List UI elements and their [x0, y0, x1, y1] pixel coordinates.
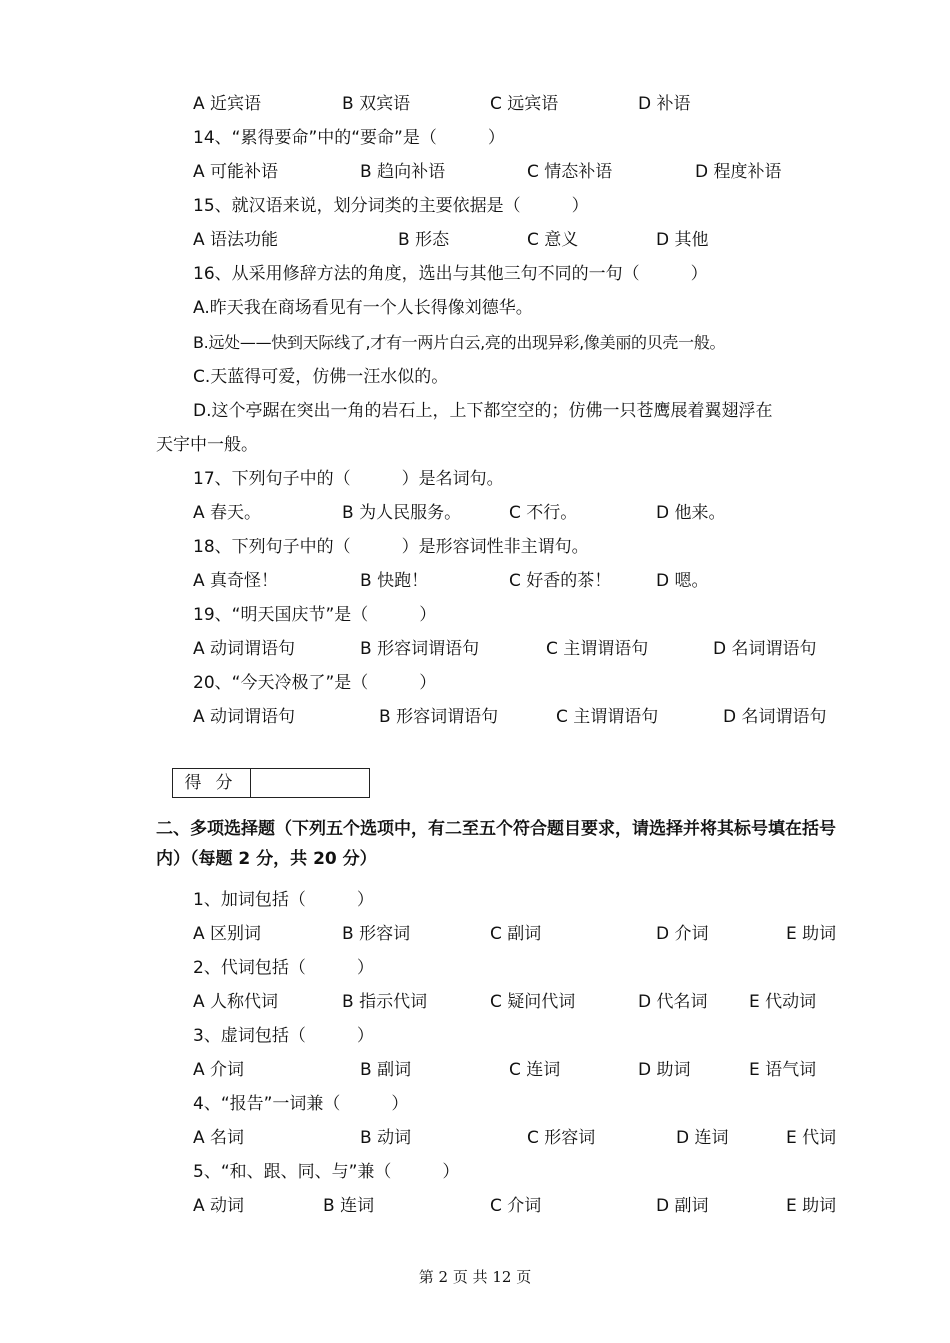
q14-option-a: A 可能补语 [193, 162, 279, 182]
score-label: 得分 [173, 769, 251, 797]
m3-option-e: E 语气词 [749, 1060, 817, 1080]
m1-option-e: E 助词 [786, 924, 837, 944]
q19-option-a: A 动词谓语句 [193, 639, 296, 659]
q16-option-b: B.远处——快到天际线了,才有一两片白云,亮的出现异彩,像美丽的贝壳一般。 [193, 333, 726, 352]
q18-option-b: B 快跑！ [360, 571, 429, 591]
q14-stem: 14、“累得要命”中的“要命”是（ ） [193, 128, 505, 148]
q15-option-d: D 其他 [656, 230, 709, 250]
m2-stem: 2、代词包括（ ） [193, 958, 374, 978]
q16-option-d-continued: 天宇中一般。 [156, 435, 258, 455]
m2-option-c: C 疑问代词 [490, 992, 576, 1012]
q16-option-d: D.这个亭踞在突出一角的岩石上，上下都空空的；仿佛一只苍鹰展着翼翅浮在 [193, 401, 773, 421]
m3-option-c: C 连词 [509, 1060, 561, 1080]
q15-option-b: B 形态 [398, 230, 450, 250]
m4-option-d: D 连词 [676, 1128, 729, 1148]
m5-option-d: D 副词 [656, 1196, 709, 1216]
m3-stem: 3、虚词包括（ ） [193, 1026, 374, 1046]
q15-option-a: A 语法功能 [193, 230, 279, 250]
q16-option-c: C.天蓝得可爱，仿佛一汪水似的。 [193, 367, 449, 387]
m4-option-c: C 形容词 [527, 1128, 596, 1148]
m4-option-e: E 代词 [786, 1128, 837, 1148]
q13-option-d: D 补语 [638, 94, 691, 114]
m5-option-b: B 连词 [323, 1196, 375, 1216]
q15-option-c: C 意义 [527, 230, 579, 250]
m1-option-d: D 介词 [656, 924, 709, 944]
score-value-cell[interactable] [251, 769, 369, 797]
m4-option-a: A 名词 [193, 1128, 245, 1148]
q17-option-a: A 春天。 [193, 503, 262, 523]
q17-option-c: C 不行。 [509, 503, 578, 523]
q13-option-c: C 远宾语 [490, 94, 559, 114]
m2-option-b: B 指示代词 [342, 992, 428, 1012]
m3-option-b: B 副词 [360, 1060, 412, 1080]
q14-option-b: B 趋向补语 [360, 162, 446, 182]
q13-option-b: B 双宾语 [342, 94, 411, 114]
q14-option-d: D 程度补语 [695, 162, 782, 182]
m4-stem: 4、“报告”一词兼（ ） [193, 1094, 409, 1114]
m5-option-c: C 介词 [490, 1196, 542, 1216]
q14-option-c: C 情态补语 [527, 162, 613, 182]
m1-option-b: B 形容词 [342, 924, 411, 944]
q19-stem: 19、“明天国庆节”是（ ） [193, 605, 437, 625]
q19-option-d: D 名词谓语句 [713, 639, 817, 659]
m1-option-a: A 区别词 [193, 924, 262, 944]
m2-option-e: E 代动词 [749, 992, 817, 1012]
q13-option-a: A 近宾语 [193, 94, 262, 114]
q17-option-b: B 为人民服务。 [342, 503, 462, 523]
m2-option-d: D 代名词 [638, 992, 708, 1012]
q17-stem: 17、下列句子中的（ ）是名词句。 [193, 469, 504, 489]
m5-stem: 5、“和、跟、同、与”兼（ ） [193, 1162, 460, 1182]
q15-stem: 15、就汉语来说，划分词类的主要依据是（ ） [193, 196, 589, 216]
m1-option-c: C 副词 [490, 924, 542, 944]
m3-option-a: A 介词 [193, 1060, 245, 1080]
q18-option-c: C 好香的茶！ [509, 571, 612, 591]
section-2-heading: 二、多项选择题（下列五个选项中，有二至五个符合题目要求，请选择并将其标号填在括号内）（每题 2 分，共 20 分） [156, 819, 836, 869]
m5-option-a: A 动词 [193, 1196, 245, 1216]
q20-option-a: A 动词谓语句 [193, 707, 296, 727]
q19-option-b: B 形容词谓语句 [360, 639, 480, 659]
page-footer: 第 2 页 共 12 页 [418, 1268, 532, 1286]
q19-option-c: C 主谓谓语句 [546, 639, 649, 659]
q20-stem: 20、“今天冷极了”是（ ） [193, 673, 437, 693]
q17-option-d: D 他来。 [656, 503, 726, 523]
q20-option-c: C 主谓谓语句 [556, 707, 659, 727]
q16-option-a: A.昨天我在商场看见有一个人长得像刘德华。 [193, 298, 533, 318]
q18-option-a: A 真奇怪！ [193, 571, 279, 591]
m4-option-b: B 动词 [360, 1128, 412, 1148]
m2-option-a: A 人称代词 [193, 992, 279, 1012]
m1-stem: 1、加词包括（ ） [193, 890, 374, 910]
q20-option-b: B 形容词谓语句 [379, 707, 499, 727]
q16-stem: 16、从采用修辞方法的角度，选出与其他三句不同的一句（ ） [193, 264, 708, 284]
m5-option-e: E 助词 [786, 1196, 837, 1216]
q20-option-d: D 名词谓语句 [723, 707, 827, 727]
m3-option-d: D 助词 [638, 1060, 691, 1080]
q18-stem: 18、下列句子中的（ ）是形容词性非主谓句。 [193, 537, 589, 557]
score-box [172, 768, 370, 798]
q18-option-d: D 嗯。 [656, 571, 709, 591]
